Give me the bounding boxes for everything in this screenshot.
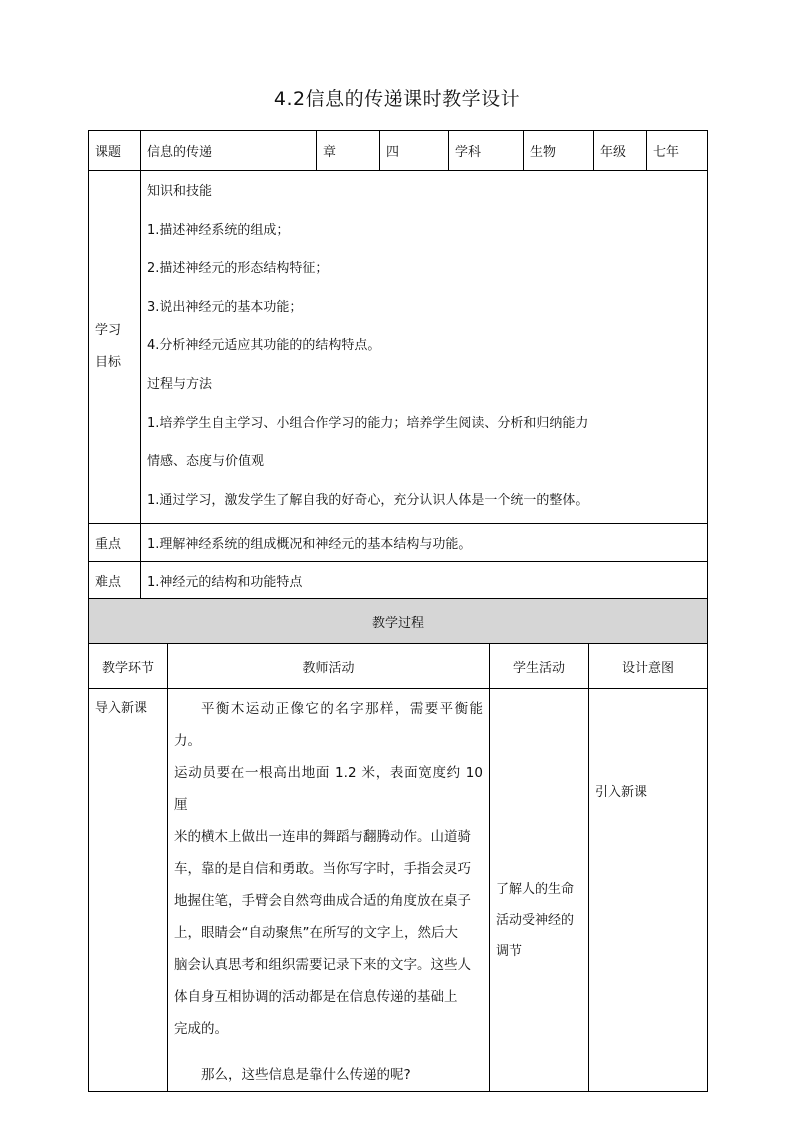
chapter-label: 章	[317, 131, 380, 171]
topic-label: 课题	[89, 131, 141, 171]
info-row	[89, 131, 708, 171]
objective-line: 3.说出神经元的基本功能；	[147, 299, 303, 315]
grade-value: 七年	[647, 131, 708, 171]
process-header-row	[89, 599, 708, 644]
objectives-row	[89, 171, 708, 524]
teacher-line: 脑会认真思考和组织需要记录下来的文字。这些人	[174, 957, 471, 973]
page-title: 4.2信息的传递课时教学设计	[273, 88, 521, 110]
key-point-value: 1.理解神经系统的组成概况和神经元的基本结构与功能。	[141, 524, 708, 562]
difficulty-row	[89, 562, 708, 600]
grade-label: 年级	[594, 131, 647, 171]
difficulty-label: 难点	[89, 562, 141, 600]
column-header-stage: 教学环节	[89, 644, 168, 689]
objective-line: 1.通过学习，激发学生了解自我的好奇心，充分认识人体是一个统一的整体。	[147, 492, 589, 508]
objectives-label	[89, 171, 141, 524]
teacher-line: 平衡木运动正像它的名字那样，需要平衡能力。	[174, 701, 483, 749]
subject-label: 学科	[449, 131, 524, 171]
process-header: 教学过程	[89, 599, 708, 644]
subject-value: 生物	[524, 131, 594, 171]
column-header-row	[89, 644, 708, 689]
chapter-value: 四	[380, 131, 449, 171]
key-point-label: 重点	[89, 524, 141, 562]
lesson-info-table	[88, 130, 708, 600]
teacher-line: 那么，这些信息是靠什么传递的呢?	[201, 1067, 411, 1083]
column-header-teacher: 教师活动	[168, 644, 490, 689]
teacher-line: 车，靠的是自信和勇敢。当你写字时，手指会灵巧	[174, 861, 471, 877]
objective-line: 2.描述神经元的形态结构特征；	[147, 261, 329, 277]
objective-line: 过程与方法	[147, 376, 213, 392]
objectives-label-line1: 学习	[95, 323, 122, 339]
teacher-line: 体自身互相协调的活动都是在信息传递的基础上	[174, 989, 458, 1005]
objective-line: 知识和技能	[147, 184, 213, 199]
teacher-line: 运动员要在一根高出地面 1.2 米，表面宽度约 10 厘	[174, 765, 483, 813]
teacher-line: 完成的。	[174, 1021, 228, 1037]
student-activity-cell: 了解人的生命活动受神经的调节	[490, 689, 589, 1092]
objective-line: 1.培养学生自主学习、小组合作学习的能力；培养学生阅读、分析和归纳能力	[147, 415, 589, 431]
stage-cell: 导入新课	[89, 689, 168, 1092]
objective-line: 1.描述神经系统的组成；	[147, 222, 290, 238]
objective-line: 4.分析神经元适应其功能的的结构特点。	[147, 338, 381, 354]
topic-value: 信息的传递	[141, 131, 317, 171]
teacher-line: 米的横木上做出一连串的舞蹈与翻腾动作。山道骑	[174, 829, 471, 845]
objectives-content	[141, 171, 708, 524]
teacher-line: 地握住笔，手臂会自然弯曲成合适的角度放在桌子	[174, 893, 471, 909]
process-row	[89, 689, 708, 1092]
key-point-row	[89, 524, 708, 562]
column-header-intent: 设计意图	[589, 644, 708, 689]
column-header-student: 学生活动	[490, 644, 589, 689]
design-intent-cell: 引入新课	[589, 689, 708, 1092]
objective-line: 情感、态度与价值观	[147, 454, 265, 470]
teacher-activity-cell	[168, 689, 490, 1092]
objectives-label-line2: 目标	[95, 355, 122, 371]
teaching-process-table	[88, 598, 708, 1092]
difficulty-value: 1.神经元的结构和功能特点	[141, 562, 708, 600]
teacher-line: 上，眼睛会“自动聚焦”在所写的文字上，然后大	[174, 925, 458, 941]
